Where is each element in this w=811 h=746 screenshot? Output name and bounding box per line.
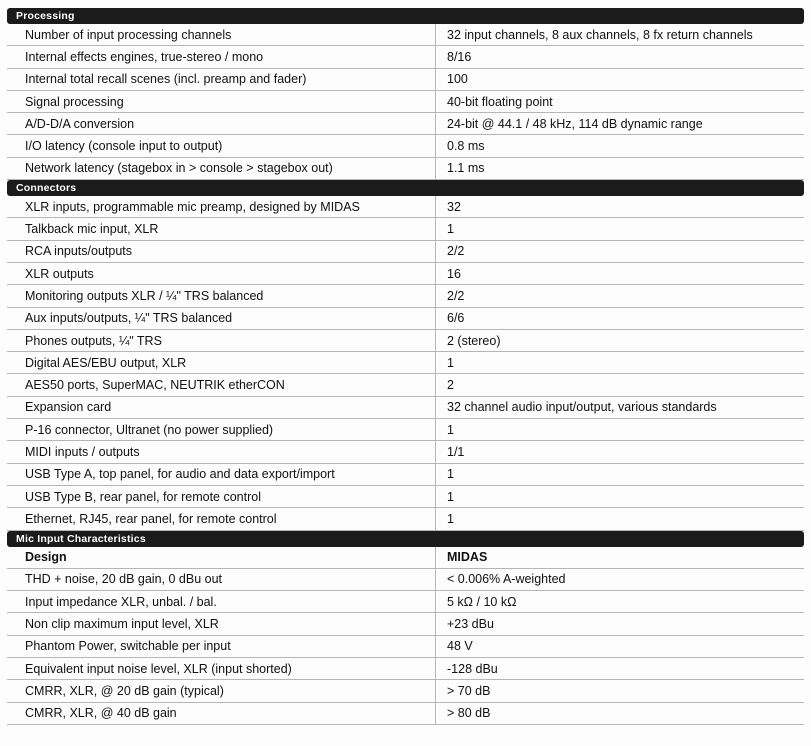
spec-row	[7, 591, 804, 613]
spec-label: Equivalent input noise level, XLR (input shorted)	[25, 661, 292, 676]
spec-label: XLR inputs, programmable mic preamp, designed by MIDAS	[25, 199, 360, 214]
section-header-processing: Processing	[7, 8, 804, 24]
spec-value: > 70 dB	[435, 680, 804, 701]
spec-value: 1	[435, 419, 804, 440]
spec-value: 6/6	[435, 308, 804, 329]
spec-label: USB Type A, top panel, for audio and data export/import	[25, 467, 335, 482]
spec-value: 1	[435, 464, 804, 485]
spec-value: 5 kΩ / 10 kΩ	[435, 591, 804, 612]
spec-row	[7, 46, 804, 68]
spec-row	[7, 69, 804, 91]
spec-row	[7, 91, 804, 113]
spec-row	[7, 113, 804, 135]
spec-label: Aux inputs/outputs, ¼" TRS balanced	[25, 311, 233, 326]
section-header-mic-input-characteristics: Mic Input Characteristics	[7, 531, 804, 547]
spec-value: +23 dBu	[435, 613, 804, 634]
spec-label: RCA inputs/outputs	[25, 244, 133, 259]
spec-label: CMRR, XLR, @ 40 dB gain	[25, 706, 177, 721]
spec-value: 2 (stereo)	[435, 330, 804, 351]
spec-row	[7, 569, 804, 591]
spec-label: Design	[25, 550, 67, 565]
spec-value: -128 dBu	[435, 658, 804, 679]
spec-label: Monitoring outputs XLR / ¼" TRS balanced	[25, 288, 264, 303]
spec-value: 48 V	[435, 636, 804, 657]
spec-row	[7, 196, 804, 218]
spec-value: 16	[435, 263, 804, 284]
spec-row	[7, 547, 804, 569]
spec-row	[7, 285, 804, 307]
spec-value: 0.8 ms	[435, 135, 804, 156]
spec-row	[7, 419, 804, 441]
spec-sections	[7, 8, 804, 725]
spec-row	[7, 308, 804, 330]
spec-label: Number of input processing channels	[25, 27, 232, 42]
spec-label: THD + noise, 20 dB gain, 0 dBu out	[25, 572, 222, 587]
spec-value: 40-bit floating point	[435, 91, 804, 112]
spec-row	[7, 464, 804, 486]
spec-value: 1	[435, 218, 804, 239]
spec-row	[7, 263, 804, 285]
spec-label: A/D-D/A conversion	[25, 116, 135, 131]
spec-row	[7, 352, 804, 374]
spec-value: 24-bit @ 44.1 / 48 kHz, 114 dB dynamic range	[435, 113, 804, 134]
spec-value: 100	[435, 69, 804, 90]
spec-row	[7, 636, 804, 658]
spec-value: 1	[435, 486, 804, 507]
spec-label: Signal processing	[25, 94, 124, 109]
spec-row	[7, 218, 804, 240]
spec-label: P-16 connector, Ultranet (no power supplied)	[25, 422, 274, 437]
spec-row	[7, 135, 804, 157]
spec-row	[7, 241, 804, 263]
spec-label: CMRR, XLR, @ 20 dB gain (typical)	[25, 683, 224, 698]
spec-label: Ethernet, RJ45, rear panel, for remote control	[25, 511, 277, 526]
spec-label: Expansion card	[25, 400, 112, 415]
section-header-connectors: Connectors	[7, 180, 804, 196]
spec-label: Input impedance XLR, unbal. / bal.	[25, 594, 217, 609]
spec-value: 32 input channels, 8 aux channels, 8 fx return channels	[435, 24, 804, 45]
spec-value: > 80 dB	[435, 703, 804, 724]
spec-value: 1.1 ms	[435, 158, 804, 179]
spec-row	[7, 441, 804, 463]
spec-value: MIDAS	[435, 547, 804, 568]
spec-label: I/O latency (console input to output)	[25, 139, 223, 154]
spec-row	[7, 658, 804, 680]
spec-label: Non clip maximum input level, XLR	[25, 617, 219, 632]
spec-label: Phantom Power, switchable per input	[25, 639, 231, 654]
spec-value: 2	[435, 374, 804, 395]
spec-label: Phones outputs, ¼" TRS	[25, 333, 162, 348]
spec-row	[7, 703, 804, 725]
spec-value: 8/16	[435, 46, 804, 67]
spec-label: Talkback mic input, XLR	[25, 222, 159, 237]
spec-row	[7, 374, 804, 396]
spec-row	[7, 158, 804, 180]
spec-row	[7, 330, 804, 352]
spec-value: 32	[435, 196, 804, 217]
spec-value: 2/2	[435, 285, 804, 306]
spec-label: XLR outputs	[25, 266, 94, 281]
spec-row	[7, 680, 804, 702]
spec-label: Digital AES/EBU output, XLR	[25, 355, 187, 370]
spec-row	[7, 397, 804, 419]
spec-row	[7, 613, 804, 635]
spec-value: < 0.006% A-weighted	[435, 569, 804, 590]
spec-row	[7, 508, 804, 530]
spec-label: AES50 ports, SuperMAC, NEUTRIK etherCON	[25, 378, 285, 393]
spec-value: 1	[435, 508, 804, 529]
spec-value: 1	[435, 352, 804, 373]
spec-row	[7, 24, 804, 46]
spec-label: Network latency (stagebox in > console > stagebox out)	[25, 161, 333, 176]
spec-value: 32 channel audio input/output, various standards	[435, 397, 804, 418]
spec-label: Internal effects engines, true-stereo / mono	[25, 49, 264, 64]
spec-label: MIDI inputs / outputs	[25, 444, 140, 459]
spec-label: Internal total recall scenes (incl. preamp and fader)	[25, 72, 307, 87]
spec-row	[7, 486, 804, 508]
spec-value: 1/1	[435, 441, 804, 462]
spec-label: USB Type B, rear panel, for remote control	[25, 489, 261, 504]
spec-value: 2/2	[435, 241, 804, 262]
